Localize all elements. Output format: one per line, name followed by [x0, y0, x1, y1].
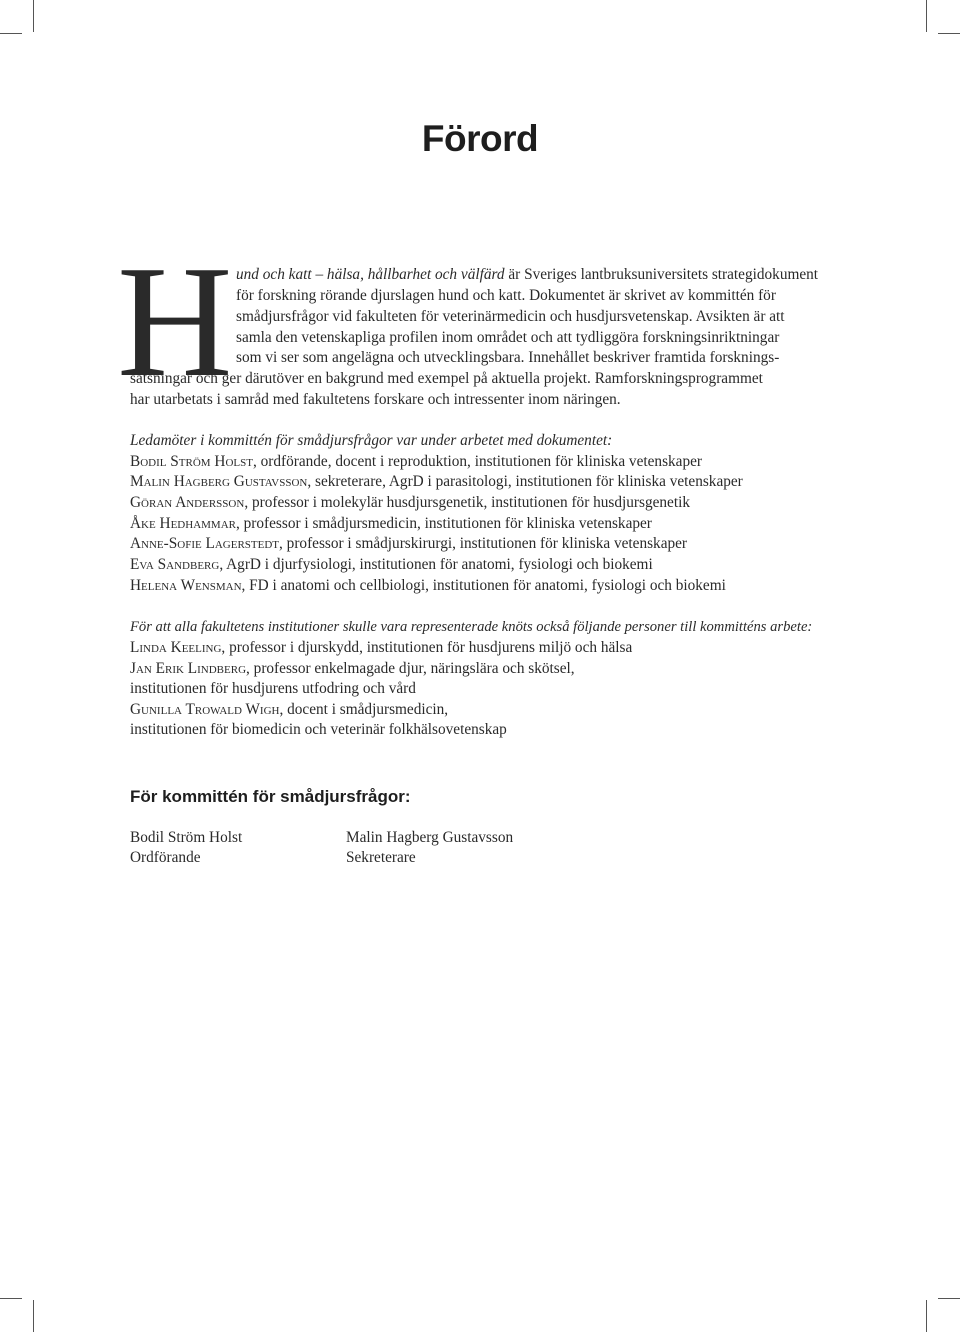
signature-left: [130, 828, 242, 868]
signature-right: [346, 828, 513, 868]
member-row: [130, 576, 726, 596]
intro-line: har utarbetats i samråd med fakultetens forskare och intressenter inom näringen.: [130, 391, 621, 408]
members-heading: Ledamöter i kommittén för smådjursfrågor var under arbetet med dokumentet:: [130, 432, 613, 449]
member-row: [130, 452, 702, 472]
member-row: [130, 514, 652, 534]
representative-row: [130, 659, 575, 679]
member-role: , AgrD i djurfysiologi, institutionen för anatomi, fysiologi och biokemi: [219, 556, 653, 573]
representative-row: [130, 700, 448, 720]
member-name: Anne-Sofie Lagerstedt: [130, 535, 280, 552]
intro-line: som vi ser som angelägna och utvecklingsbara. Innehållet beskriver framtida forsknings-: [236, 349, 780, 366]
representative-role: , professor i djurskydd, institutionen för husdjurens miljö och hälsa: [221, 639, 633, 656]
crop-mark: [938, 1298, 960, 1299]
intro-text: är Sveriges lantbruksuniversitets strategidokument: [504, 266, 819, 283]
intro-line: [236, 265, 818, 285]
crop-mark: [33, 1300, 34, 1332]
representative-role: , professor enkelmagade djur, näringslära och skötsel,: [246, 660, 575, 677]
representative-name: Gunilla Trowald Wigh: [130, 701, 280, 718]
representative-role: institutionen för husdjurens utfodring och vård: [130, 680, 416, 697]
member-row: [130, 493, 690, 513]
crop-mark: [926, 1300, 927, 1332]
representative-name: Jan Erik Lindberg: [130, 660, 247, 677]
member-name: Malin Hagberg Gustavsson: [130, 473, 308, 490]
member-role: , professor i smådjurskirurgi, institutionen för kliniska vetenskaper: [279, 535, 688, 552]
crop-mark: [0, 33, 22, 34]
member-name: Eva Sandberg: [130, 556, 220, 573]
member-row: [130, 555, 653, 575]
representative-role: institutionen för biomedicin och veterinär folkhälsovetenskap: [130, 721, 507, 738]
representative-row: [130, 638, 632, 658]
crop-mark: [33, 0, 34, 32]
page-title: Förord: [421, 118, 539, 159]
member-role: , sekreterare, AgrD i parasitologi, institutionen för kliniska vetenskaper: [307, 473, 743, 490]
representatives-heading: För att alla fakultetens institutioner skulle vara representerade knöts också följande personer till kommitténs arbete:: [130, 619, 813, 635]
intro-line: för forskning rörande djurslagen hund och katt. Dokumentet är skrivet av kommittén för: [236, 287, 776, 304]
crop-mark: [926, 0, 927, 32]
member-role: , ordförande, docent i reproduktion, institutionen för kliniska vetenskaper: [252, 453, 702, 470]
signatory-title: Ordförande: [130, 849, 201, 866]
signatory-name: Malin Hagberg Gustavsson: [346, 829, 514, 846]
document-title-italic: und och katt – hälsa, hållbarhet och välfärd: [236, 266, 505, 283]
member-name: Bodil Ström Holst: [130, 453, 253, 470]
crop-mark: [938, 33, 960, 34]
intro-line: smådjursfrågor vid fakulteten för veterinärmedicin och husdjursvetenskap. Avsikten är att: [236, 308, 785, 325]
signatory-title: Sekreterare: [346, 849, 416, 866]
drop-cap: H: [117, 232, 233, 410]
member-role: , professor i molekylär husdjursgenetik, institutionen för husdjursgenetik: [244, 494, 690, 511]
crop-mark: [0, 1298, 22, 1299]
member-name: Åke Hedhammar: [130, 515, 236, 532]
representative-name: Linda Keeling: [130, 639, 222, 656]
representative-role: , docent i smådjursmedicin,: [279, 701, 449, 718]
intro-line: samla den vetenskapliga profilen inom området och att tydliggöra forskningsinriktningar: [236, 329, 780, 346]
member-row: [130, 472, 743, 492]
member-row: [130, 534, 687, 554]
signature-heading: För kommittén för smådjursfrågor:: [130, 787, 411, 806]
member-role: , professor i smådjursmedicin, institutionen för kliniska vetenskaper: [235, 515, 652, 532]
signatory-name: Bodil Ström Holst: [130, 829, 243, 846]
member-role: , FD i anatomi och cellbiologi, institutionen för anatomi, fysiologi och biokemi: [241, 577, 726, 594]
member-name: Helena Wensman: [130, 577, 242, 594]
representative-row: [130, 720, 507, 740]
member-name: Göran Andersson: [130, 494, 245, 511]
intro-line: satsningar och ger därutöver en bakgrund med exempel på aktuella projekt. Ramforskningsprogrammet: [130, 370, 763, 387]
representative-row: [130, 679, 416, 699]
